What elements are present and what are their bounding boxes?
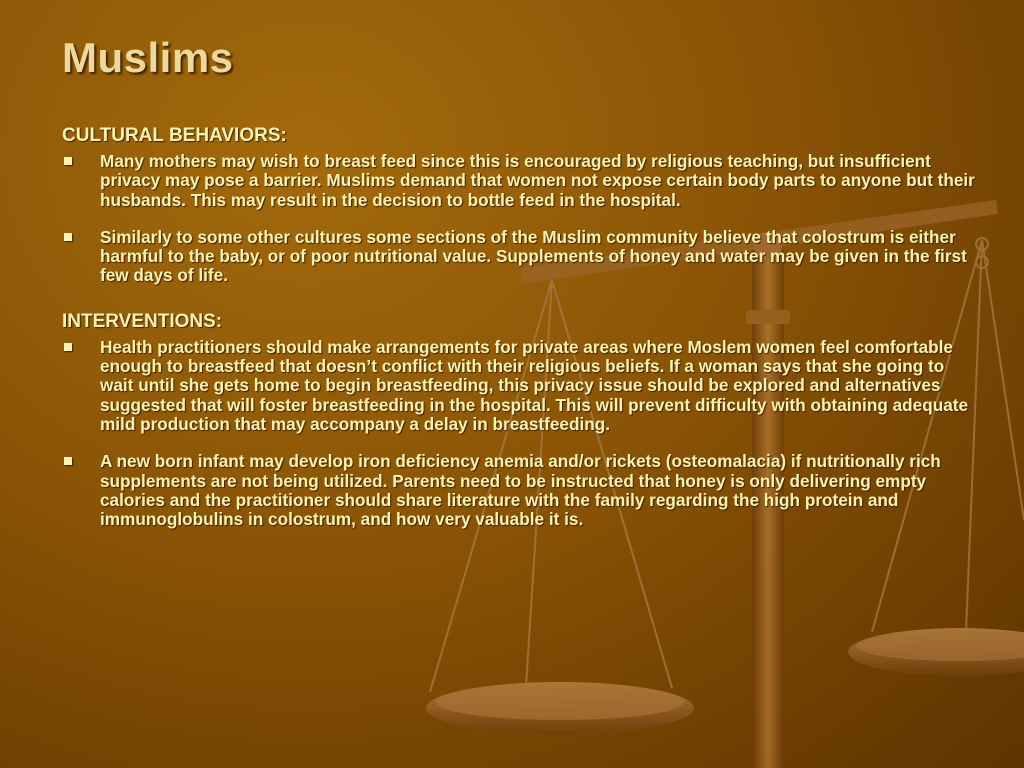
bullet-text: A new born infant may develop iron deficiency anemia and/or rickets (osteomalacia) if nutritionally rich supplements are not being utilized. Parents need to be instructed that honey is only delivering empty calories and the practitioner should share literature with the family regarding the high protein and immunoglobulins in colostrum, and how very valuable it is.: [100, 451, 941, 530]
bullet-item: [62, 152, 982, 210]
bullet-text: Many mothers may wish to breast feed since this is encouraged by religious teaching, but insufficient privacy may pose a barrier. Muslims demand that women not expose certain body parts to anyone but their husbands. This may result in the decision to bottle feed in the hospital.: [100, 151, 975, 210]
square-bullet-icon: [64, 233, 72, 241]
bullet-item: [62, 228, 982, 286]
slide-title: Muslims: [62, 34, 234, 81]
section-heading-cultural-behaviors: CULTURAL BEHAVIORS:: [62, 125, 287, 146]
square-bullet-icon: [64, 457, 72, 465]
bullet-item: [62, 452, 982, 529]
bullet-text: Health practitioners should make arrangements for private areas where Moslem women feel comfortable enough to breastfeed that doesn’t conflict with their religious beliefs. If a woman says that she going to wait until she gets home to begin breastfeeding, this privacy issue should be explored and alternatives suggested that will foster breastfeeding in the hospital. This will prevent difficulty with obtaining adequate mild production that may accompany a delay in breastfeeding.: [100, 336, 969, 434]
square-bullet-icon: [64, 157, 72, 165]
slide-content: [62, 124, 982, 529]
bullet-item: [62, 338, 982, 434]
square-bullet-icon: [64, 343, 72, 351]
section-heading-interventions: INTERVENTIONS:: [62, 310, 223, 332]
bullet-text: Similarly to some other cultures some sections of the Muslim community believe that colostrum is either harmful to the baby, or of poor nutritional value. Supplements of honey and water may be given in the first few days of life.: [100, 226, 967, 286]
